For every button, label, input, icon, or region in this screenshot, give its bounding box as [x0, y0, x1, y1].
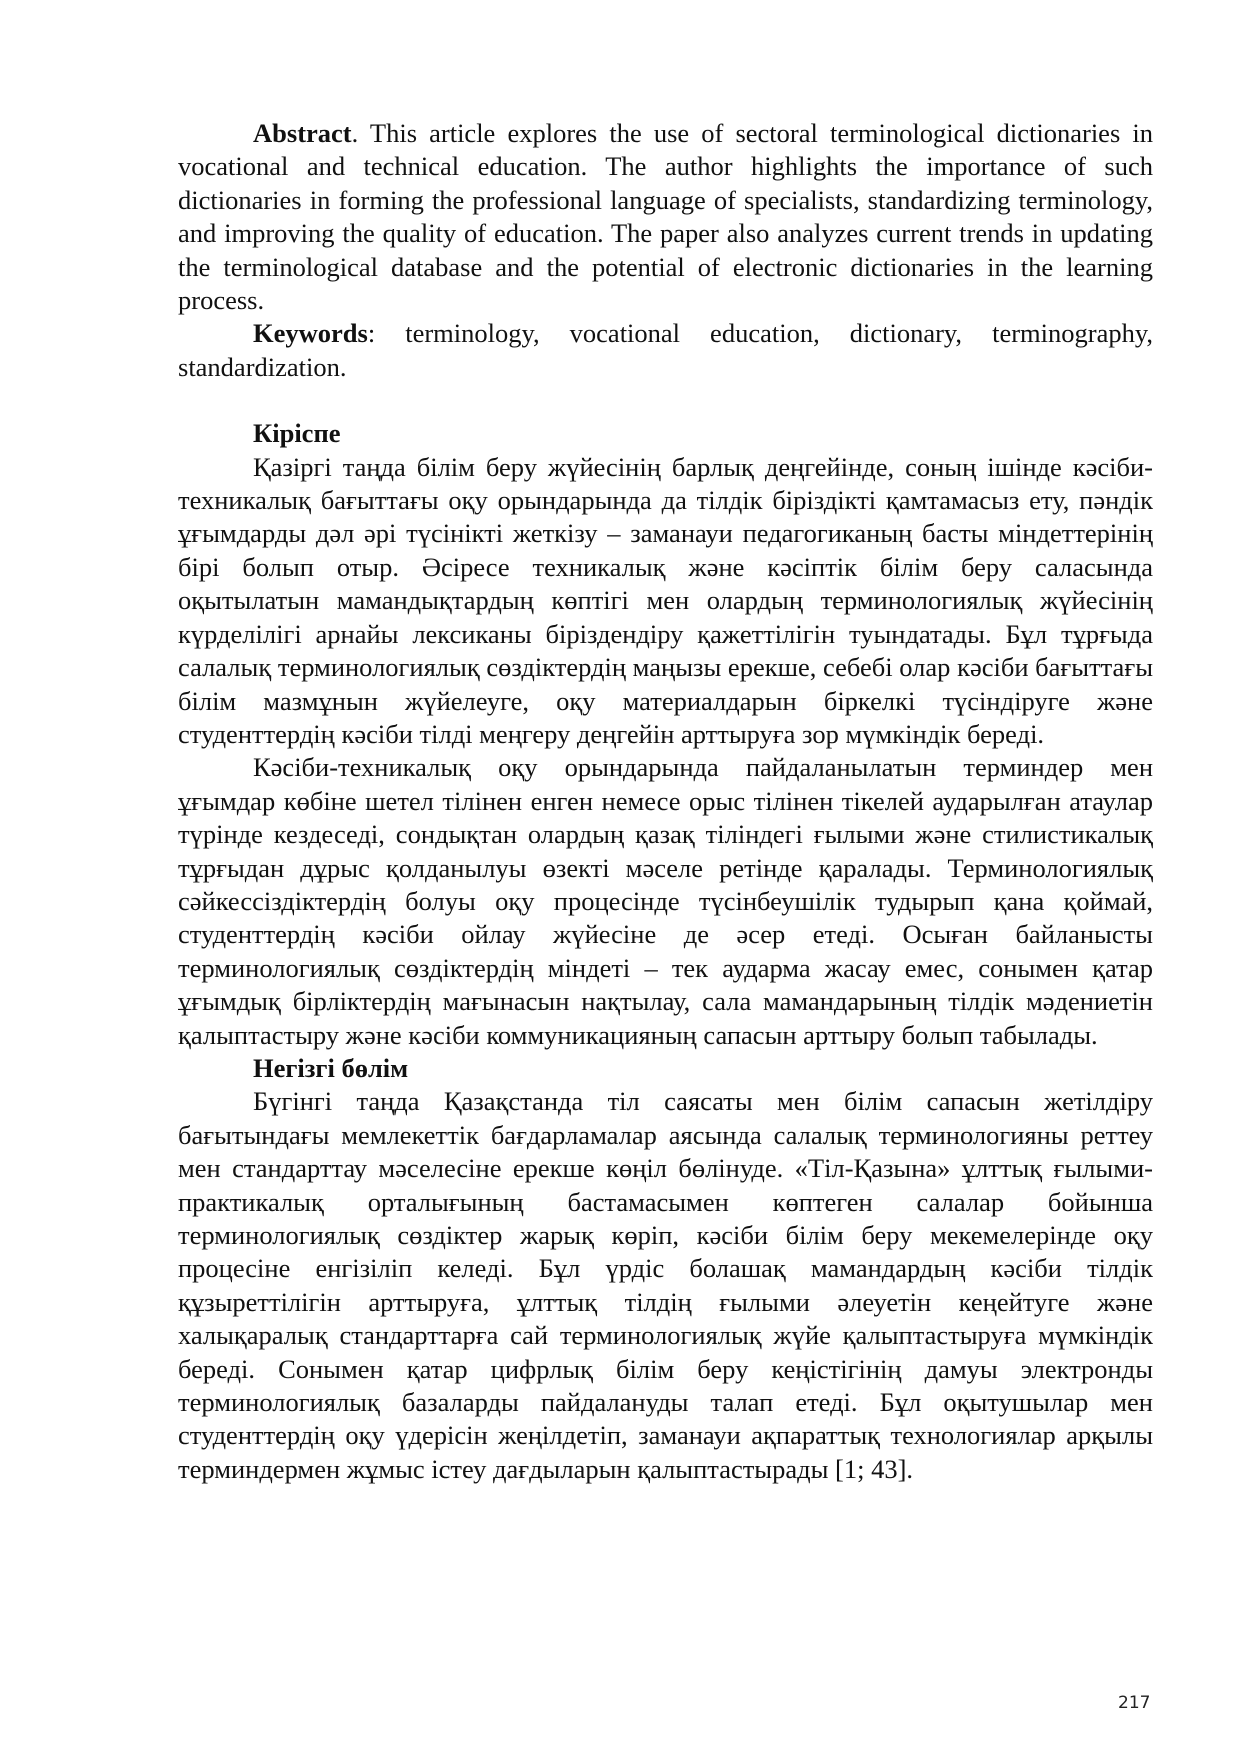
- introduction-paragraph-1: Қазіргі таңда білім беру жүйесінің барлық деңгейінде, соның ішінде кәсіби-техникалық бағыттағы оқу орындарында да тілдік біріздікті қамтамасыз ету, пәндік ұғымдарды дәл әрі түсінікті жеткізу – заманауи педагогиканың басты міндеттерінің бірі болып отыр. Әсіресе техникалық және кәсіптік білім беру саласында оқытылатын мамандықтардың көптігі мен олардың терминологиялық жүйесінің күрделілігі арнайы лексиканы біріздендіру қажеттілігін туындатады. Бұл тұрғыда салалық терминологиялық сөздіктердің маңызы ерекше, себебі олар кәсіби бағыттағы білім мазмұнын жүйелеуге, оқу материалдарын біркелкі түсіндіруге және студенттердің кәсіби тілді меңгеру деңгейін арттыруға зор мүмкіндік береді.: [178, 451, 1153, 749]
- article-body: [178, 117, 1153, 1486]
- main-part-heading: Негізгі бөлім: [253, 1052, 409, 1083]
- abstract-label: Abstract: [253, 118, 352, 148]
- introduction-heading: Кіріспе: [253, 418, 341, 449]
- keywords-label: Keywords: [253, 318, 368, 349]
- main-part-paragraph-1: Бүгінгі таңда Қазақстанда тіл саясаты мен білім сапасын жетілдіру бағытындағы мемлекеттік бағдарламалар аясында салалық терминологияны реттеу мен стандарттау мәселесіне ерекше көңіл бөлінуде. «Тіл-Қазына» ұлттық ғылыми-практикалық орталығының бастамасымен көптеген салалар бойынша терминологиялық сөздіктер жарық көріп, кәсіби білім беру мекемелерінде оқу процесіне енгізіліп келеді. Бұл үрдіс болашақ мамандардың кәсіби тілдік құзыреттілігін арттыруға, ұлттық тілдің ғылыми әлеуетін кеңейтуге және халықаралық стандарттарға сай терминологиялық жүйе қалыптастыруға мүмкіндік береді. Сонымен қатар цифрлық білім беру кеңістігінің дамуы электронды терминологиялық базаларды пайдалануды талап етеді. Бұл оқытушылар мен студенттердің оқу үдерісін жеңілдетіп, заманауи ақпараттық технологиялар арқылы терминдермен жұмыс істеу дағдыларын қалыптастырады [1; 43].: [178, 1086, 1153, 1484]
- abstract-text: . This article explores the use of sectoral terminological dictionaries in vocational and technical education. The author highlights the importance of such dictionaries in forming the professional language of specialists, standardizing terminology, and improving the quality of education. The paper also analyzes current trends in updating the terminological database and the potential of electronic dictionaries in the learning process.: [178, 118, 1153, 316]
- introduction-paragraph-2: Кәсіби-техникалық оқу орындарында пайдаланылатын терминдер мен ұғымдар көбіне шетел тілінен енген немесе орыс тілінен тікелей аударылған атаулар түрінде кездеседі, сондықтан олардың қазақ тіліндегі ғылыми және стилистикалық тұрғыдан дұрыс қолданылуы өзекті мәселе ретінде қаралады. Терминологиялық сәйкессіздіктердің болуы оқу процесінде түсінбеушілік тудырып қана қоймай, студенттердің кәсіби ойлау жүйесіне де әсер етеді. Осыған байланысты терминологиялық сөздіктердің міндеті – тек аударма жасау емес, сонымен қатар ұғымдық бірліктердің мағынасын нақтылау, сала мамандарының тілдік мәдениетін қалыптастыру және кәсіби коммуникацияның сапасын арттыру болып табылады.: [178, 752, 1153, 1050]
- abstract-paragraph: [178, 117, 1153, 317]
- keywords-text: : terminology, vocational education, dictionary, terminography, standardization.: [178, 318, 1153, 382]
- keywords-paragraph: [178, 317, 1153, 384]
- page-number: 217: [1118, 1693, 1151, 1713]
